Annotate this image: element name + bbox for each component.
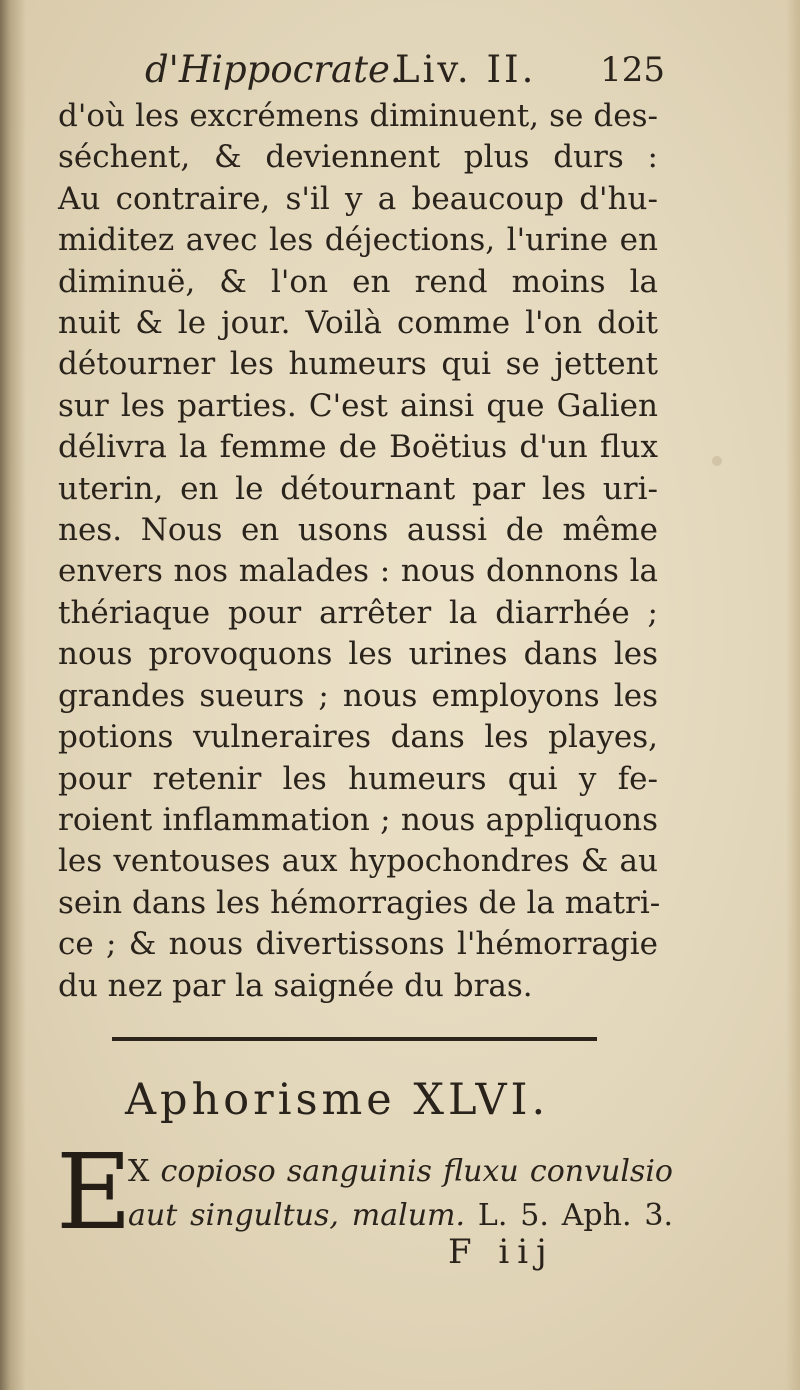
text-line: délivra la femme de Boëtius d'un flux bbox=[58, 429, 658, 466]
text-line: miditez avec les déjections, l'urine en bbox=[58, 222, 658, 259]
text-line: sur les parties. C'est ainsi que Galien bbox=[58, 387, 658, 424]
text-line: potions vulneraires dans les playes, bbox=[58, 719, 658, 756]
aphorism-text bbox=[128, 1150, 673, 1238]
gutter-shadow bbox=[0, 0, 26, 1390]
text-line: ce ; & nous divertissons l'hémorragie bbox=[58, 926, 658, 963]
text-line: envers nos malades : nous donnons la bbox=[58, 553, 658, 590]
text-line: roient inflammation ; nous appliquons bbox=[58, 801, 658, 838]
text-line: nuit & le jour. Voilà comme l'on doit bbox=[58, 305, 658, 342]
text-line: pour retenir les humeurs qui y fe- bbox=[58, 760, 658, 797]
aphorism-heading: Aphorisme XLVI. bbox=[125, 1075, 550, 1125]
text-line: nous provoquons les urines dans les bbox=[58, 636, 658, 673]
aphorism-line bbox=[128, 1194, 673, 1238]
aphorism-reference: L. 5. Aph. 3. bbox=[465, 1198, 673, 1233]
section-rule bbox=[112, 1037, 597, 1041]
running-head bbox=[145, 48, 665, 96]
aphorism-line bbox=[128, 1150, 673, 1194]
running-head-title: d'Hippocrate. bbox=[145, 48, 402, 91]
text-line: diminuë, & l'on en rend moins la bbox=[58, 263, 658, 300]
aphorism-latin: copioso sanguinis fluxu convulsio bbox=[160, 1154, 673, 1189]
page-number: 125 bbox=[600, 50, 665, 90]
text-line: séchent, & deviennent plus durs : bbox=[58, 139, 658, 176]
aphorism-line-start: X bbox=[128, 1154, 161, 1189]
signature-mark: F iij bbox=[448, 1232, 555, 1272]
text-line: les ventouses aux hypochondres & au bbox=[58, 843, 658, 880]
paper-spot bbox=[712, 456, 722, 466]
text-line: Au contraire, s'il y a beaucoup d'hu- bbox=[58, 180, 658, 217]
body-text bbox=[58, 96, 661, 1007]
running-head-book: Liv. II. bbox=[395, 48, 537, 91]
text-line: thériaque pour arrêter la diarrhée ; bbox=[58, 594, 658, 631]
text-line: d'où les excrémens diminuent, se des- bbox=[58, 98, 658, 134]
text-line: du nez par la saignée du bras. bbox=[58, 967, 533, 1004]
text-line: sein dans les hémorragies de la matri- bbox=[58, 884, 661, 921]
text-line: détourner les humeurs qui se jettent bbox=[58, 346, 658, 383]
text-line: nes. Nous en usons aussi de même bbox=[58, 512, 658, 549]
page-edge bbox=[786, 0, 800, 1390]
text-line: grandes sueurs ; nous employons les bbox=[58, 677, 658, 714]
text-line: uterin, en le détournant par les uri- bbox=[58, 470, 658, 507]
drop-cap: E bbox=[56, 1131, 132, 1253]
aphorism-latin: aut singultus, malum. bbox=[128, 1198, 466, 1233]
